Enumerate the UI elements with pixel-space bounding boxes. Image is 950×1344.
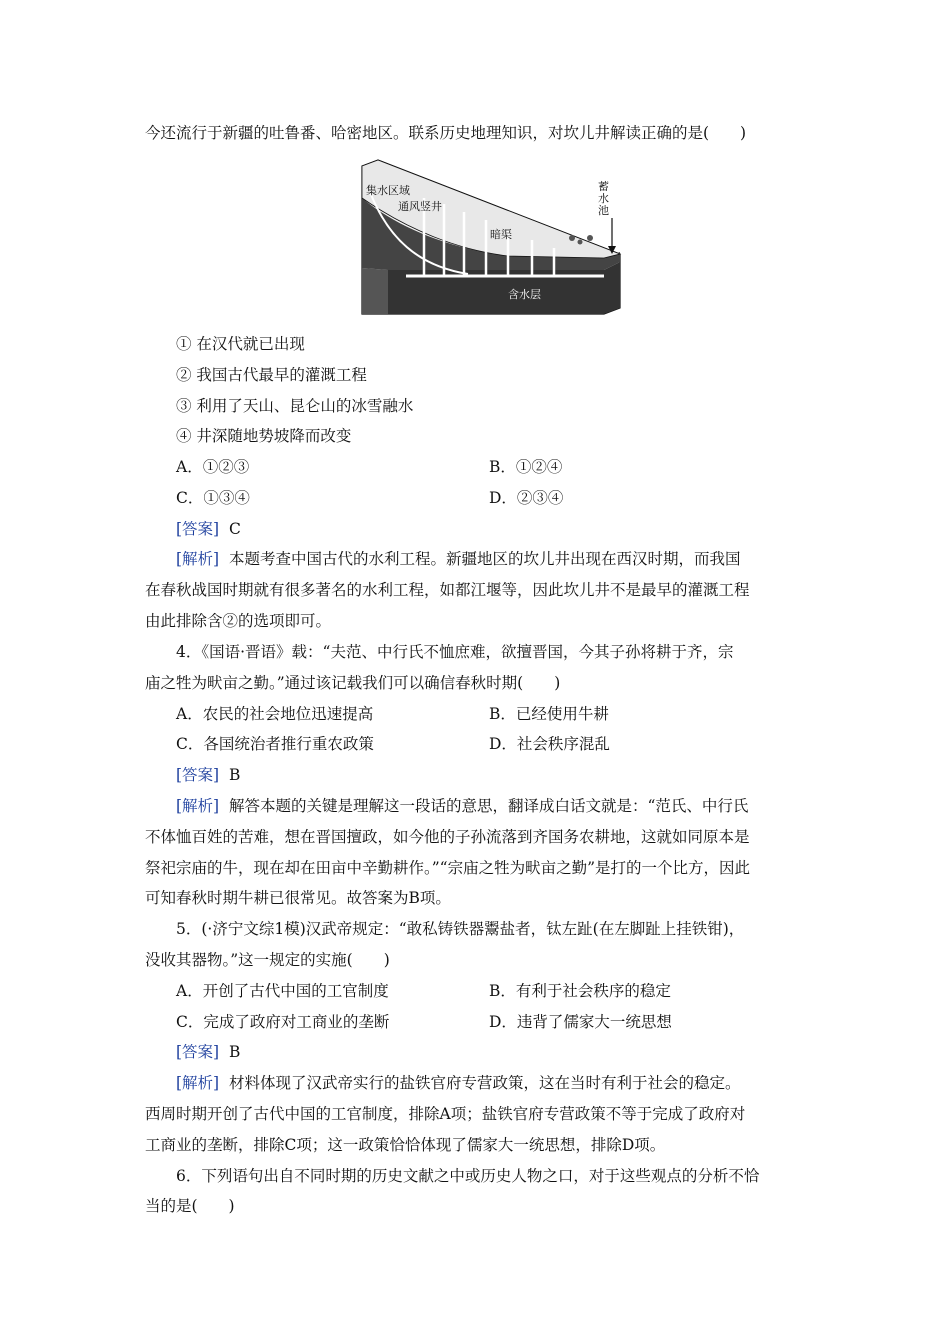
q3-item-2: ② 我国古代最早的灌溉工程 bbox=[176, 366, 367, 384]
q3-option-d: D．②③④ bbox=[489, 489, 564, 507]
q5-option-b: B．有利于社会秩序的稳定 bbox=[489, 982, 671, 1000]
karez-diagram bbox=[358, 158, 630, 318]
q4-stem-line-2: 庙之牲为畎亩之勤。”通过该记载我们可以确信春秋时期( ) bbox=[145, 674, 561, 692]
q3-item-3: ③ 利用了天山、昆仑山的冰雪融水 bbox=[176, 397, 414, 415]
q6-stem-line-2: 当的是( ) bbox=[145, 1197, 235, 1215]
answer-value: B bbox=[228, 766, 241, 784]
q4-analysis-line-1: [解析] 解答本题的关键是理解这一段话的意思，翻译成白话文就是：“范氏、中行氏 bbox=[176, 797, 749, 815]
answer-tag: [答案] bbox=[176, 520, 220, 538]
q5-stem-line-2: 没收其器物。”这一规定的实施( ) bbox=[145, 951, 390, 969]
q4-option-b: B．已经使用牛耕 bbox=[489, 705, 609, 723]
label-pool-2: 水 bbox=[598, 192, 609, 205]
q3-option-a: A．①②③ bbox=[176, 458, 250, 476]
q3-analysis-line-1: [解析] 本题考查中国古代的水利工程。新疆地区的坎儿井出现在西汉时期，而我国 bbox=[176, 550, 741, 568]
q3-answer bbox=[176, 518, 241, 540]
q3-intro-line: 今还流行于新疆的吐鲁番、哈密地区。联系历史地理知识，对坎儿井解读正确的是( ) bbox=[145, 124, 747, 142]
label-catchment: 集水区域 bbox=[366, 184, 410, 197]
q3-analysis-line-3: 由此排除含②的选项即可。 bbox=[145, 612, 332, 630]
q4-answer bbox=[176, 764, 240, 786]
q4-option-d: D．社会秩序混乱 bbox=[489, 735, 610, 753]
label-aquifer: 含水层 bbox=[508, 288, 541, 301]
q5-analysis-line-3: 工商业的垄断，排除C项；这一政策恰恰体现了儒家大一统思想，排除D项。 bbox=[145, 1136, 666, 1154]
answer-tag: [答案] bbox=[176, 1043, 220, 1061]
q4-analysis-line-3: 祭祀宗庙的牛，现在却在田亩中辛勤耕作。”“宗庙之牲为畎亩之勤”是打的一个比方，因此 bbox=[145, 859, 751, 877]
q3-item-4: ④ 井深随地势坡降而改变 bbox=[176, 427, 352, 445]
q5-analysis-line-1: [解析] 材料体现了汉武帝实行的盐铁官府专营政策，这在当时有利于社会的稳定。 bbox=[176, 1074, 741, 1092]
label-pool-1: 蓄 bbox=[598, 180, 609, 193]
analysis-tag: [解析] bbox=[176, 550, 220, 568]
q3-item-1: ① 在汉代就已出现 bbox=[176, 335, 305, 353]
q5-option-d: D．违背了儒家大一统思想 bbox=[489, 1013, 672, 1031]
answer-value: C bbox=[228, 520, 241, 538]
q5-stem-line-1: 5．(·济宁文综1模)汉武帝规定：“敢私铸铁器鬻盐者，钛左趾(在左脚趾上挂铁钳)， bbox=[176, 920, 745, 938]
q6-stem-line-1: 6．下列语句出自不同时期的历史文献之中或历史人物之口，对于这些观点的分析不恰 bbox=[176, 1167, 760, 1185]
analysis-tag: [解析] bbox=[176, 1074, 220, 1092]
analysis-tag: [解析] bbox=[176, 797, 220, 815]
q5-analysis-line-2: 西周时期开创了古代中国的工官制度，排除A项；盐铁官府专营政策不等于完成了政府对 bbox=[145, 1105, 746, 1123]
q5-answer bbox=[176, 1041, 240, 1063]
q4-analysis-line-2: 不体恤百姓的苦难，想在晋国擅政，如今他的子孙流落到齐国务农耕地，这就如同原本是 bbox=[145, 828, 750, 846]
q5-option-a: A．开创了古代中国的工官制度 bbox=[176, 982, 389, 1000]
answer-value: B bbox=[228, 1043, 241, 1061]
label-channel: 暗渠 bbox=[490, 228, 512, 241]
q4-option-a: A．农民的社会地位迅速提高 bbox=[176, 705, 374, 723]
label-shaft: 通风竖井 bbox=[398, 200, 442, 213]
q3-option-c: C．①③④ bbox=[176, 489, 250, 507]
q4-stem-line-1: 4．《国语·晋语》载：“夫范、中行氏不恤庶难，欲擅晋国，今其子孙将耕于齐，宗 bbox=[176, 643, 734, 661]
label-pool-3: 池 bbox=[598, 204, 609, 217]
q5-option-c: C．完成了政府对工商业的垄断 bbox=[176, 1013, 390, 1031]
q3-option-b: B．①②④ bbox=[489, 458, 563, 476]
q4-analysis-line-4: 可知春秋时期牛耕已很常见。故答案为B项。 bbox=[145, 889, 451, 907]
answer-tag: [答案] bbox=[176, 766, 220, 784]
q4-option-c: C．各国统治者推行重农政策 bbox=[176, 735, 374, 753]
q3-analysis-line-2: 在春秋战国时期就有很多著名的水利工程，如都江堰等，因此坎儿井不是最早的灌溉工程 bbox=[145, 581, 750, 599]
